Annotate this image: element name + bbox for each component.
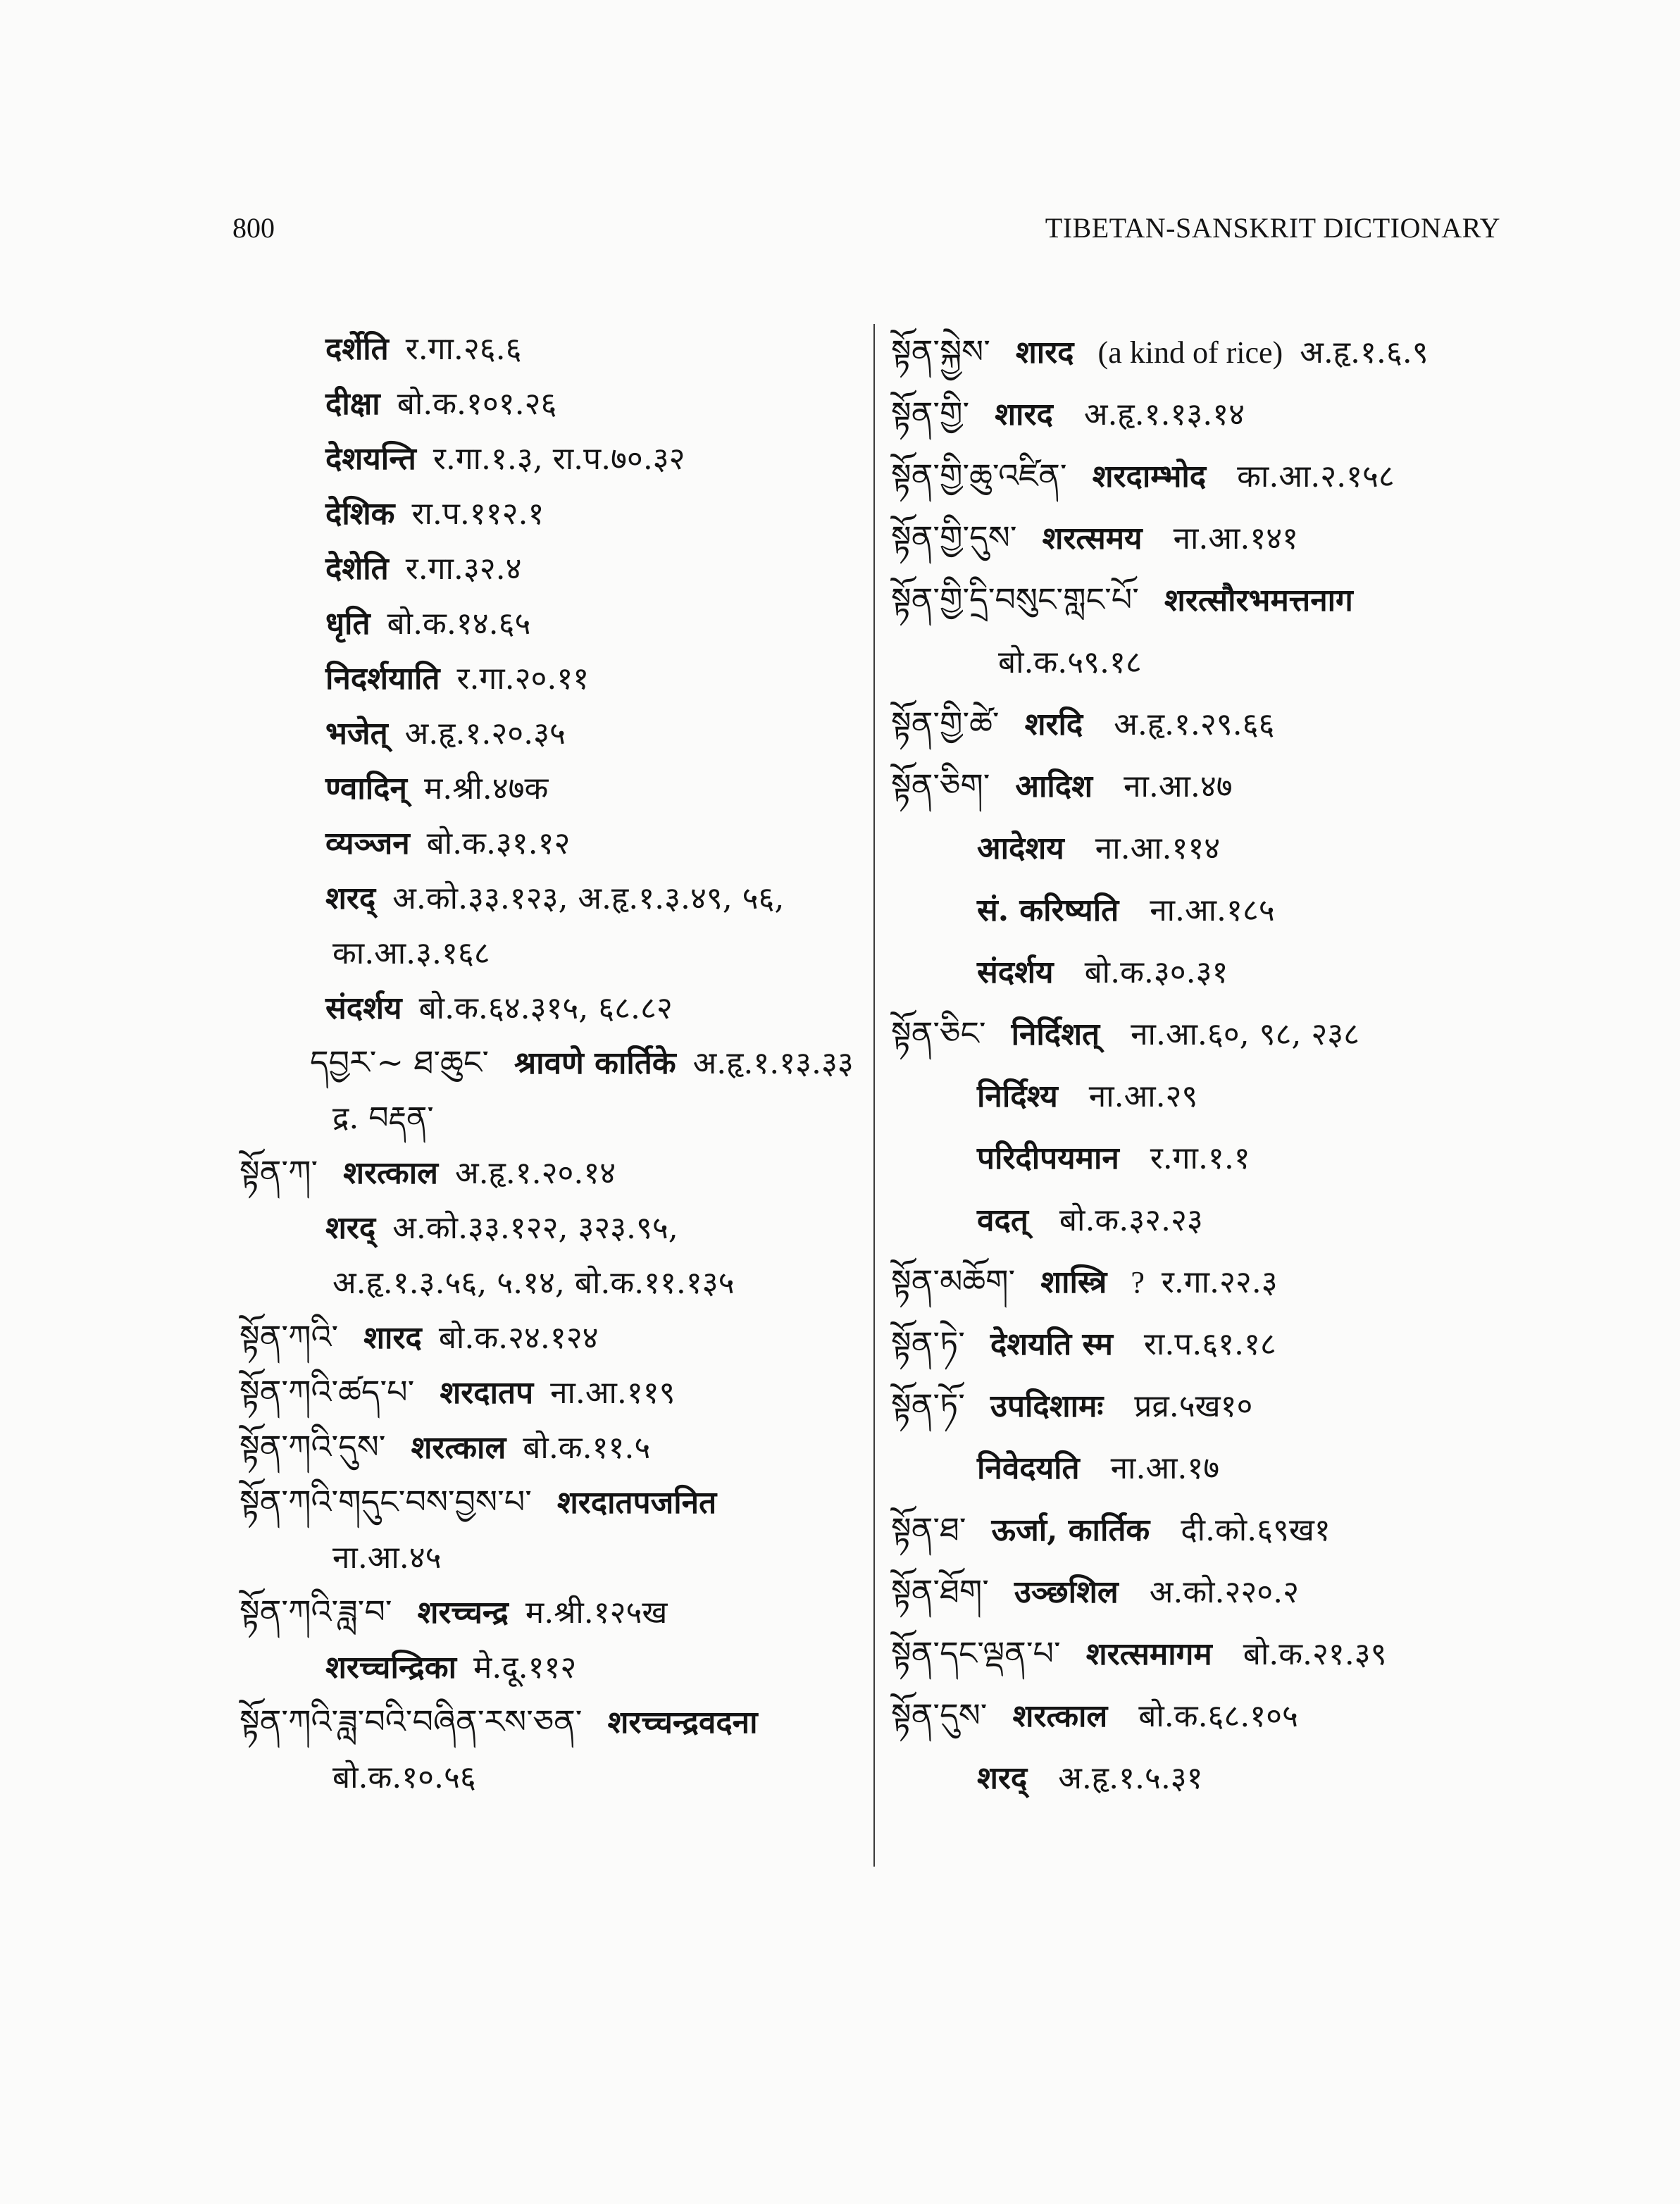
sanskrit-equivalent: श्रावणे कार्तिके [514, 1045, 676, 1081]
dictionary-entry-line [239, 705, 859, 760]
sanskrit-equivalent: देशिक [325, 496, 395, 532]
sanskrit-equivalent: शरत्काल [411, 1430, 506, 1466]
sanskrit-equivalent: शरद् [977, 1760, 1028, 1796]
sanskrit-equivalent: ण्वादिन् [325, 771, 407, 807]
source-reference: म.श्री.१२५ख [525, 1595, 668, 1631]
dictionary-entry-line [239, 1639, 859, 1694]
tibetan-headword: སྟོན་ཀའི་དུས་ [239, 1428, 386, 1466]
dictionary-entry-line [891, 382, 1511, 444]
sanskrit-equivalent: भजेत् [325, 716, 388, 752]
sanskrit-equivalent: वदत् [977, 1202, 1028, 1238]
dictionary-entry-line [239, 650, 859, 705]
dictionary-entry-line [239, 1694, 859, 1749]
tibetan-headword: སྟོན་གྱི་དུས་ [891, 518, 1017, 556]
tibetan-headword: སྟོན་ཅིག་ [891, 766, 990, 804]
dictionary-entry-line [891, 940, 1511, 1002]
dictionary-entry-line [239, 980, 859, 1035]
source-reference: का.आ.२.१५८ [1237, 459, 1395, 494]
dictionary-entry-line [239, 870, 859, 925]
source-reference: म.श्री.४७क [423, 771, 549, 807]
dictionary-entry-line [891, 1374, 1511, 1436]
source-reference: अ.को.३३.१२२, ३२३.९५, [392, 1210, 678, 1246]
dictionary-entry-line [891, 1436, 1511, 1498]
dictionary-entry-line [891, 1622, 1511, 1684]
source-reference: बो.क.३१.१२ [426, 826, 571, 861]
tibetan-headword: སྟོན་གྱི་དྲི་བསུང་གླང་པོ་ [891, 580, 1139, 618]
dictionary-entry-line [239, 1090, 859, 1145]
source-reference: अ.हृ.१.१३.३३ [692, 1045, 854, 1081]
source-reference: ना.आ.४५ [332, 1540, 442, 1576]
sanskrit-equivalent: शारद [1015, 335, 1074, 371]
tibetan-headword: སྟོན་ཅིང་ [891, 1014, 986, 1052]
dictionary-entry-line [239, 595, 859, 650]
source-reference: अ.हृ.१.३.५६, ५.१४, बो.क.११.१३५ [332, 1265, 735, 1301]
source-reference: र.गा.३२.४ [405, 551, 522, 587]
dictionary-entry-line [891, 878, 1511, 940]
dictionary-entry-line [891, 816, 1511, 878]
tibetan-headword: སྟོན་ཏེ་ [891, 1324, 965, 1362]
source-reference: ना.आ.१८५ [1150, 892, 1275, 928]
sanskrit-equivalent: शरत्काल [1012, 1698, 1108, 1734]
tibetan-headword: སྟོན་ཀའི་ [239, 1318, 339, 1356]
dictionary-entry-line [239, 485, 859, 540]
source-reference: का.आ.३.१६८ [332, 935, 490, 971]
column-divider [873, 324, 875, 1867]
source-reference: र.गा.१.१ [1150, 1140, 1250, 1176]
dictionary-entry-line [239, 1254, 859, 1309]
dictionary-entry-line [239, 1529, 859, 1584]
english-gloss: (a kind of rice) [1097, 335, 1283, 370]
dictionary-entry-line [891, 1064, 1511, 1126]
dictionary-entry-line [891, 320, 1511, 382]
source-reference: ना.आ.११९ [550, 1375, 676, 1411]
dictionary-entry-line [891, 1250, 1511, 1312]
sanskrit-equivalent: उञ्छशिल [1014, 1574, 1119, 1610]
source-reference: बो.क.२१.३९ [1243, 1636, 1387, 1672]
source-reference: रा.प.११२.१ [411, 496, 545, 532]
dictionary-entry-line [239, 925, 859, 980]
source-reference: ना.आ.४७ [1124, 768, 1233, 804]
source-reference: ना.आ.११४ [1095, 830, 1221, 866]
dictionary-entry-line [239, 540, 859, 595]
dictionary-entry-line [891, 444, 1511, 506]
sanskrit-equivalent: आदिश [1015, 768, 1093, 804]
tibetan-headword: སྟོན་ཀ་ [239, 1153, 318, 1191]
source-reference: अ.हृ.१.६.९ [1300, 335, 1429, 371]
source-reference: बो.क.१०१.२६ [397, 386, 557, 422]
tibetan-headword: སྟོན་ཏོ་ [891, 1386, 965, 1424]
dictionary-entry-line [239, 1474, 859, 1529]
sanskrit-equivalent: देशेति [325, 551, 389, 587]
tibetan-headword: སྟོན་གྱི་ཆུ་འཛིན་ [891, 456, 1067, 494]
source-reference: बो.क.१०.५६ [332, 1760, 476, 1795]
dictionary-entry-line [239, 1419, 859, 1474]
sanskrit-equivalent: निवेदयति [977, 1450, 1080, 1486]
source-reference: ना.आ.१७ [1110, 1450, 1220, 1486]
dictionary-entry-line [891, 1498, 1511, 1560]
dictionary-entry-line [891, 568, 1511, 630]
sanskrit-equivalent: शारद [995, 397, 1053, 432]
dictionary-entry-line [891, 506, 1511, 568]
sanskrit-equivalent: शास्त्रि [1040, 1264, 1107, 1300]
tibetan-headword: སྟོན་ཀའི་ཟླ་བའི་བཞིན་རས་ཅན་ [239, 1702, 583, 1741]
tibetan-headword: སྟོན་གྱི་ཚེ་ [891, 704, 1000, 742]
sanskrit-equivalent: शरत्समय [1042, 521, 1143, 556]
source-reference: रा.प.६१.१८ [1143, 1326, 1276, 1362]
dictionary-entry-line [239, 1035, 859, 1090]
sanskrit-equivalent: शरत्सौरभमत्तनाग [1164, 583, 1353, 618]
tibetan-headword: སྟོན་ཀའི་ཟླ་བ་ [239, 1593, 392, 1631]
source-reference: बो.क.१४.६५ [387, 606, 531, 642]
source-reference: मे.दू.११२ [473, 1650, 577, 1686]
source-reference: बो.क.६४.३१५, ६८.८२ [418, 990, 673, 1026]
dictionary-entry-line [891, 1188, 1511, 1250]
sanskrit-equivalent: शरद् [325, 880, 376, 916]
source-reference: अ.हृ.१.५.३१ [1058, 1760, 1203, 1796]
sanskrit-equivalent: शरच्चन्द्र [417, 1595, 509, 1631]
sanskrit-equivalent: शरच्चन्द्रवदना [607, 1705, 758, 1741]
sanskrit-equivalent: दर्शेति [325, 331, 389, 367]
dictionary-entry-line [891, 1684, 1511, 1746]
left-column [239, 320, 859, 1804]
sanskrit-equivalent: ऊर्जा, कार्तिक [991, 1512, 1150, 1548]
source-reference: ना.आ.२९ [1088, 1078, 1198, 1114]
dictionary-entry-line [239, 1749, 859, 1804]
sanskrit-equivalent: शरत्काल [343, 1155, 438, 1191]
source-reference: बो.क.५९.१८ [998, 645, 1142, 680]
dictionary-entry-line [239, 1200, 859, 1254]
sanskrit-equivalent: परिदीपयमान [977, 1140, 1119, 1176]
sanskrit-equivalent: शरदातपजनित [556, 1485, 717, 1521]
sanskrit-equivalent: निर्दिश्य [977, 1078, 1058, 1114]
source-reference: बो.क.६८.१०५ [1138, 1698, 1298, 1734]
english-gloss: ? [1131, 1265, 1145, 1300]
source-reference: दी.को.६९ख१ [1181, 1512, 1331, 1548]
sanskrit-equivalent: व्यञ्जन [325, 826, 410, 861]
tibetan-headword: སྟོན་དུས་ [891, 1696, 988, 1734]
dictionary-entry-line [239, 815, 859, 870]
tibetan-headword: སྟོན་ཐ་ [891, 1510, 966, 1548]
source-reference: बो.क.३०.३१ [1084, 954, 1228, 990]
source-reference: अ.हृ.१.१३.१४ [1083, 397, 1245, 432]
sanskrit-equivalent: शरदि [1024, 706, 1083, 742]
source-reference: बो.क.११.५ [523, 1430, 651, 1466]
dictionary-entry-line [239, 760, 859, 815]
sanskrit-equivalent: शरदातप [440, 1375, 534, 1411]
sanskrit-equivalent: शारद [363, 1320, 422, 1356]
sanskrit-equivalent: सं. करिष्यति [977, 892, 1119, 928]
tibetan-headword: སྟོན་སྐྱེས་ [891, 332, 990, 371]
dictionary-entry-line [239, 430, 859, 485]
dictionary-entry-line [891, 1312, 1511, 1374]
source-reference: ना.आ.१४१ [1173, 521, 1298, 556]
sanskrit-equivalent: धृति [325, 606, 371, 642]
source-reference: अ.हृ.१.२९.६६ [1114, 706, 1275, 742]
dictionary-entry-line [891, 630, 1511, 692]
source-reference: र.गा.२६.६ [405, 331, 522, 367]
sanskrit-equivalent: शरदाम्भोद [1092, 459, 1207, 494]
tibetan-headword: སྟོན་མཆོག་ [891, 1262, 1016, 1300]
source-reference: प्रव्र.५ख१० [1134, 1388, 1253, 1424]
dictionary-entry-line [891, 1746, 1511, 1808]
dictionary-entry-line [239, 320, 859, 375]
source-reference: ना.आ.६०, ९८, २३८ [1131, 1016, 1360, 1052]
sanskrit-equivalent: निर्दिशत् [1011, 1016, 1100, 1052]
sanskrit-equivalent: शरत्समागम [1085, 1636, 1212, 1672]
tibetan-headword: སྟོན་གྱི་ [891, 394, 970, 432]
sanskrit-equivalent: दीक्षा [325, 386, 380, 422]
sanskrit-equivalent: शरच्चन्द्रिका [325, 1650, 456, 1686]
dictionary-entry-line [239, 375, 859, 430]
source-reference: बो.क.३२.२३ [1059, 1202, 1203, 1238]
tibetan-headword: དབྱར་~ ཐ་ཆུང་ [310, 1043, 490, 1081]
right-column [891, 320, 1511, 1808]
source-reference: अ.को.३३.१२३, अ.हृ.१.३.४९, ५६, [392, 880, 785, 916]
dictionary-entry-line [891, 1126, 1511, 1188]
sanskrit-equivalent: देशयति स्म [990, 1326, 1113, 1362]
dictionary-entry-line [891, 754, 1511, 816]
source-reference: र.गा.२२.३ [1161, 1264, 1278, 1300]
source-reference: द्र. བརྡན་ [332, 1100, 434, 1136]
tibetan-headword: སྟོན་ཀའི་ཚད་པ་ [239, 1373, 415, 1411]
source-reference: र.गा.२०.११ [456, 661, 590, 697]
source-reference: र.गा.१.३, रा.प.७०.३२ [433, 441, 685, 477]
sanskrit-equivalent: निदर्शयाति [325, 661, 440, 697]
sanskrit-equivalent: आदेशय [977, 830, 1064, 866]
dictionary-entry-line [891, 692, 1511, 754]
source-reference: बो.क.२४.१२४ [438, 1320, 599, 1356]
source-reference: अ.को.२२०.२ [1149, 1574, 1300, 1610]
dictionary-entry-line [891, 1002, 1511, 1064]
tibetan-headword: སྟོན་ཐོག་ [891, 1572, 989, 1610]
running-head: TIBETAN-SANSKRIT DICTIONARY [1045, 212, 1500, 244]
sanskrit-equivalent: देशयन्ति [325, 441, 416, 477]
dictionary-entry-line [239, 1584, 859, 1639]
page-number: 800 [232, 212, 275, 244]
dictionary-entry-line [239, 1364, 859, 1419]
dictionary-entry-line [239, 1145, 859, 1200]
sanskrit-equivalent: शरद् [325, 1210, 376, 1246]
sanskrit-equivalent: संदर्शय [325, 990, 402, 1026]
dictionary-entry-line [891, 1560, 1511, 1622]
source-reference: अ.हृ.१.२०.३५ [404, 716, 566, 752]
tibetan-headword: སྟོན་ཀའི་གདུང་བས་བྱས་པ་ [239, 1483, 532, 1521]
dictionary-entry-line [239, 1309, 859, 1364]
sanskrit-equivalent: संदर्शय [977, 954, 1054, 990]
source-reference: अ.हृ.१.२०.१४ [454, 1155, 616, 1191]
tibetan-headword: སྟོན་དང་ལྡན་པ་ [891, 1634, 1061, 1672]
sanskrit-equivalent: उपदिशामः [990, 1388, 1104, 1424]
